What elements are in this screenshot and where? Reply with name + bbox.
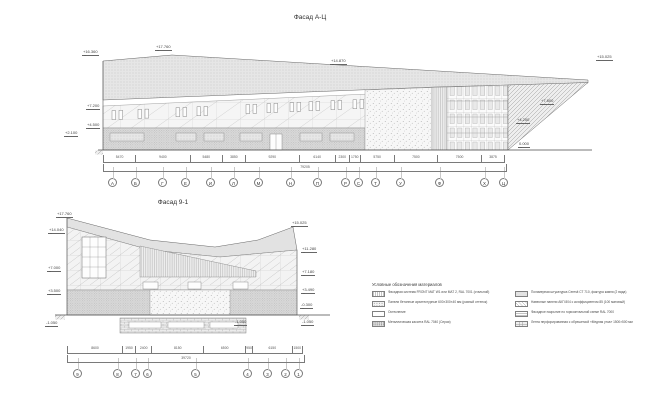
dimension-segment — [203, 346, 245, 353]
bottom-ground-hatch-left — [55, 316, 65, 320]
top-facade-title: Фасад А-Ц — [293, 14, 327, 21]
base-window-strip — [300, 133, 322, 141]
base-window-strip — [240, 133, 262, 141]
dimension-value: 1500 — [293, 346, 302, 351]
legend-item-label: Фасадное покрытие по горизонтальной схеме RAL 7000 — [531, 310, 614, 314]
legend-item-label: Металлическая кассета RAL 7040 (Серая) — [388, 320, 451, 324]
diagonal-swatch — [515, 301, 528, 307]
facade-window — [267, 104, 271, 113]
elevation-marker: +15.025 — [597, 54, 612, 59]
legend-item — [372, 301, 510, 307]
facade-window — [360, 99, 364, 108]
legend-item-label: Лента перфорированная с обрешеткой «Медная утка» 1500×500 мм — [531, 320, 633, 324]
dots-swatch — [372, 301, 385, 307]
axis-bubble: 6 — [143, 369, 152, 378]
dimension-segment — [245, 346, 252, 353]
dimension-value: 6500 — [220, 346, 229, 351]
facade-window — [119, 110, 123, 119]
dense-dots-swatch — [372, 321, 385, 327]
bottom-window-3 — [233, 282, 248, 289]
dimension-segment — [151, 346, 203, 353]
dimension-value: 8150 — [173, 346, 182, 351]
axis-bubble: Н — [286, 178, 295, 187]
axis-bubble: Л — [229, 178, 238, 187]
axis-bubble: И — [206, 178, 215, 187]
base-window-strip — [110, 133, 144, 141]
elevation-marker: +7.800 — [541, 98, 554, 103]
elevation-marker: +3.490 — [302, 287, 315, 292]
facade-window — [297, 102, 301, 111]
facade-window — [353, 100, 357, 109]
dimension-value: 3875 — [489, 155, 497, 160]
axis-bubble: 2 — [281, 369, 290, 378]
bottom-facade-title: Фасад 9-1 — [157, 199, 189, 206]
legend-item — [372, 321, 510, 327]
dimension-segment — [245, 155, 299, 162]
legend-item — [515, 311, 650, 317]
elevation-marker: -0.300 — [301, 302, 313, 307]
elevation-marker: -1.050 — [46, 320, 58, 325]
elevation-marker: +14.040 — [49, 227, 64, 232]
vlines-swatch — [372, 291, 385, 297]
facade-window — [138, 109, 142, 118]
legend-item — [372, 291, 510, 297]
axis-bubble: С — [354, 178, 363, 187]
top-dimension-chain — [103, 155, 505, 163]
top-curtain-wall — [447, 85, 508, 150]
bottom-total-dimension: 39720 — [67, 355, 305, 363]
bottom-base-panel — [150, 290, 230, 315]
facade-window — [204, 107, 208, 116]
dimension-value: 6140 — [313, 155, 321, 160]
elevation-marker: +15.025 — [292, 220, 307, 225]
dimension-value: 1750 — [350, 155, 359, 160]
base-window-strip — [330, 133, 354, 141]
dimension-value: 1950 — [125, 346, 133, 351]
elevation-marker: +4.200 — [517, 117, 530, 122]
dimension-value: 2300 — [338, 155, 346, 160]
axis-bubble: Х — [480, 178, 489, 187]
elevation-marker: +11.280 — [302, 246, 317, 251]
dimension-value: 6150 — [268, 346, 277, 351]
axis-bubble: Р — [341, 178, 350, 187]
base-window-strip — [204, 133, 224, 141]
axis-bubble: 8 — [113, 369, 122, 378]
dimension-value: 5480 — [202, 155, 211, 160]
bottom-window-1 — [143, 282, 158, 289]
dimension-segment — [135, 346, 151, 353]
dimension-segment — [103, 155, 135, 162]
axis-bubble: 1 — [294, 369, 303, 378]
axis-bubble: 7 — [131, 369, 140, 378]
dimension-segment — [481, 155, 505, 162]
elevation-marker: +16.360 — [83, 49, 98, 54]
dimension-value: 5470 — [115, 155, 124, 160]
facade-window — [145, 109, 149, 118]
axis-bubble: Т — [371, 178, 380, 187]
dimension-segment — [437, 155, 481, 162]
legend-item — [515, 321, 650, 327]
facade-window — [331, 101, 335, 110]
axis-bubble: Б — [131, 178, 140, 187]
legend-item — [372, 311, 510, 317]
legend-item-label: Полимерная штукатурка Ceresit СТ 710, фактура камня (2 вида) — [531, 290, 627, 294]
legend-item-label: Навесные панели АКП 804 с коэффициентом 85 (100 матовый) — [531, 300, 625, 304]
plain-swatch — [372, 311, 385, 317]
elevation-marker: +4.500 — [87, 122, 100, 127]
elevation-marker: +7.180 — [302, 269, 315, 274]
legend-item-label: Остекление — [388, 310, 406, 314]
dimension-value: 7500 — [455, 155, 464, 160]
axis-bubble: А — [108, 178, 117, 187]
axis-bubble: 3 — [263, 369, 272, 378]
axis-bubble: Е — [181, 178, 190, 187]
elevation-marker: +2.100 — [65, 130, 78, 135]
axis-bubble: П — [313, 178, 322, 187]
dimension-segment — [122, 346, 135, 353]
dimension-segment — [360, 155, 394, 162]
bottom-facade-drawing — [55, 218, 330, 333]
axis-bubble: М — [254, 178, 263, 187]
dimension-segment — [252, 346, 292, 353]
elevation-marker: +3.500 — [48, 288, 61, 293]
legend-item — [515, 301, 650, 307]
dimension-value: 950 — [246, 346, 252, 351]
dimension-value: 8600 — [91, 346, 99, 351]
dimension-segment — [135, 155, 190, 162]
legend-title: Условные обозначения материалов — [372, 282, 442, 287]
legend-item — [515, 291, 650, 297]
facade-window — [309, 102, 313, 111]
dimension-segment — [394, 155, 438, 162]
elevation-marker: 0.000 — [519, 141, 530, 146]
legend-right-column — [515, 291, 650, 331]
dimension-segment — [222, 155, 245, 162]
dimension-value: 3850 — [230, 155, 238, 160]
dimension-segment — [292, 346, 303, 353]
axis-bubble: Ф — [435, 178, 444, 187]
legend-left-column — [372, 291, 510, 331]
dimension-value: 7500 — [412, 155, 420, 160]
axis-bubble: 9 — [73, 369, 82, 378]
facade-window — [246, 105, 250, 114]
brick-swatch — [515, 321, 528, 327]
bottom-dimension-chain — [67, 346, 303, 354]
facade-window — [183, 107, 187, 116]
axis-bubble: 4 — [243, 369, 252, 378]
top-facade-drawing — [95, 55, 592, 155]
legend-item-label: Панели бетонные архитектурные 600×300×40 мм (разный оттенок) — [388, 300, 488, 304]
dimension-segment — [335, 155, 349, 162]
facade-window — [253, 104, 257, 113]
hlines-swatch — [515, 311, 528, 317]
top-ribbed-panel — [432, 87, 447, 150]
axis-bubble: У — [396, 178, 405, 187]
facade-window — [112, 111, 116, 120]
stipple-swatch — [515, 291, 528, 297]
elevation-marker: -1.050 — [302, 319, 314, 324]
elevation-marker: +17.760 — [57, 211, 72, 216]
elevation-marker: +7.200 — [87, 103, 100, 108]
dimension-segment — [190, 155, 222, 162]
top-speckle-panel — [365, 88, 432, 151]
facade-window — [290, 103, 294, 112]
facade-window — [274, 103, 278, 112]
dimension-value: 2400 — [139, 346, 148, 351]
top-total-dimension: 79205 — [103, 164, 507, 172]
dimension-value: 9290 — [268, 155, 277, 160]
elevation-marker: +17.760 — [156, 44, 171, 49]
dimension-segment — [299, 155, 335, 162]
axis-bubble: Г — [158, 178, 167, 187]
top-ground-hatch — [95, 151, 103, 155]
axis-bubble: 5 — [191, 369, 200, 378]
facade-window — [176, 108, 180, 117]
legend-item-label: Фасадная система FRONT МАТ W1 или МАТ 2, RAL 7001 (стальной) — [388, 290, 490, 294]
facade-window — [197, 107, 201, 116]
axis-bubble: Ц — [499, 178, 508, 187]
dimension-value: 5750 — [373, 155, 381, 160]
dimension-segment — [67, 346, 122, 353]
elevation-marker: -1.050 — [235, 319, 247, 324]
facade-window — [316, 101, 320, 110]
base-window-strip — [176, 133, 196, 141]
elevation-marker: +7.000 — [48, 265, 61, 270]
dimension-value: 9400 — [159, 155, 167, 160]
elevation-marker: +14.870 — [331, 58, 346, 63]
bottom-window-2 — [188, 282, 201, 289]
dimension-segment — [349, 155, 360, 162]
bottom-tall-window — [82, 237, 106, 278]
facade-window — [338, 100, 342, 109]
